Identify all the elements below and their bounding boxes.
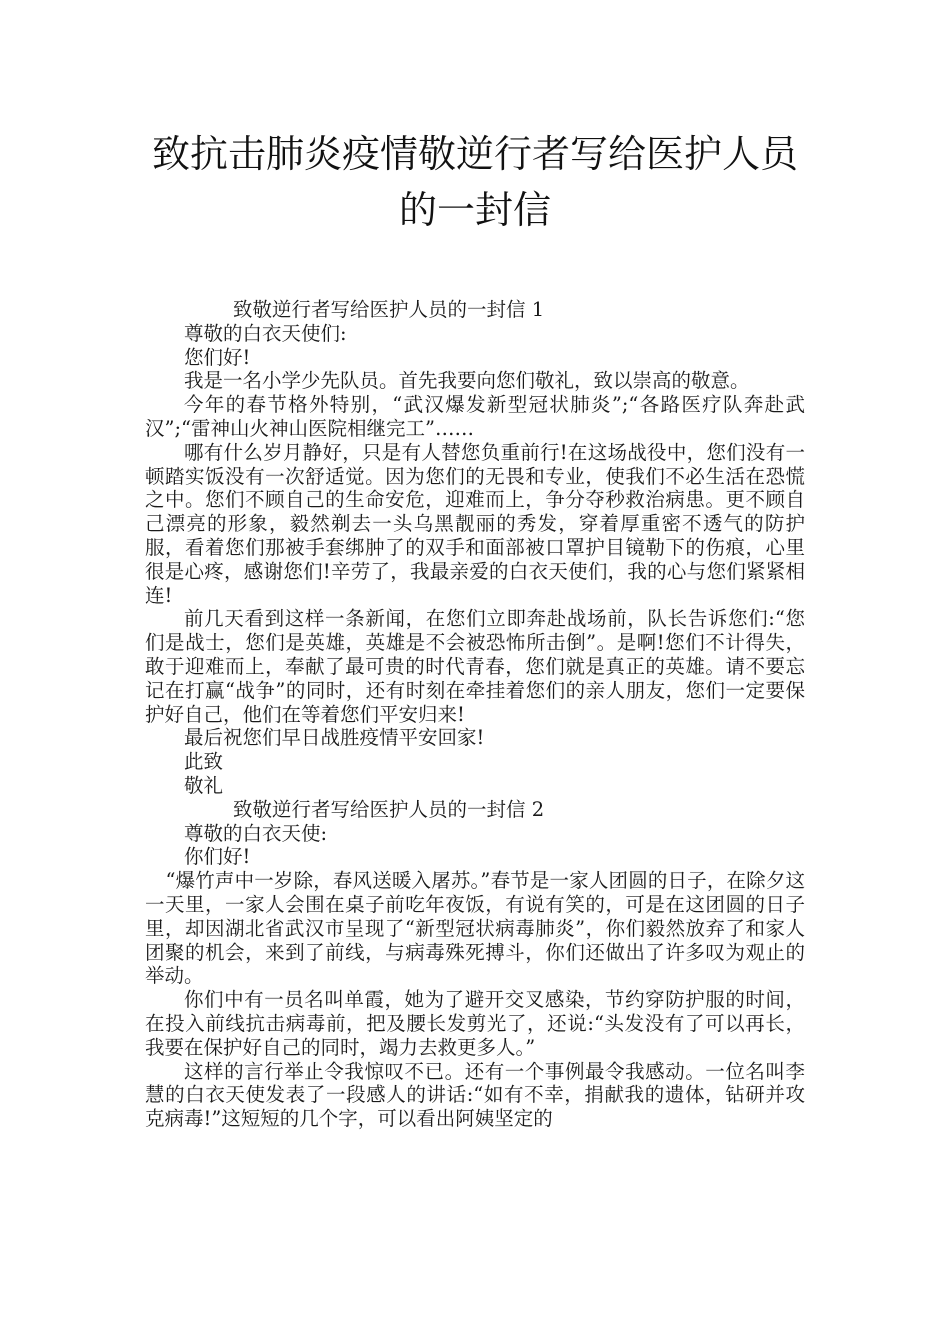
paragraph: “爆竹声中一岁除，春风送暖入屠苏。”春节是一家人团圆的日子，在除夕这一天里，一家人会围在桌子前吃年夜饭，有说有笑的，可是在这团圆的日子里，却因湖北省武汉市呈现了“新型冠状病毒肺炎”，你们毅然放弃了和家人团聚的机会，来到了前线，与病毒殊死搏斗，你们还做出了许多叹为观止的举动。 [145, 869, 805, 988]
paragraph: 最后祝您们早日战胜疫情平安回家! [184, 726, 485, 750]
title-line-1: 致抗击肺炎疫情敬逆行者写给医护人员 [151, 132, 798, 176]
paragraph: 这样的言行举止令我惊叹不已。还有一个事例最令我感动。一位名叫李慧的白衣天使发表了一段感人的讲话:“如有不幸，捐献我的遗体，钻研并攻克病毒!”这短短的几个字，可以看出阿姨坚定的 [145, 1059, 805, 1131]
paragraph: 你们中有一员名叫单霞，她为了避开交叉感染，节约穿防护服的时间，在投入前线抗击病毒前，把及腰长发剪光了，还说:“头发没有了可以再长，我要在保护好自己的同时，竭力去救更多人。” [145, 988, 805, 1059]
paragraph: 敬礼 [184, 773, 224, 797]
document-title [100, 126, 850, 238]
letter-heading: 致敬逆行者写给医护人员的一封信 1 [233, 298, 545, 321]
paragraph: 您们好! [184, 345, 251, 369]
paragraph: 今年的春节格外特别，“武汉爆发新型冠状肺炎”;“各路医疗队奔赴武汉”;“雷神山火神山医院相继完工”…… [145, 393, 805, 440]
paragraph: 尊敬的白衣天使们: [184, 321, 347, 345]
title-line-2: 的一封信 [398, 188, 551, 232]
document-body [145, 298, 805, 1131]
paragraph: 哪有什么岁月静好，只是有人替您负重前行!在这场战役中，您们没有一顿踏实饭没有一次舒适觉。因为您们的无畏和专业，使我们不必生活在恐慌之中。您们不顾自己的生命安危，迎难而上，争分夺秒救治病患。更不顾自己漂亮的形象，毅然剃去一头乌黑靓丽的秀发，穿着厚重密不透气的防护服，看着您们那被手套绑肿了的双手和面部被口罩护目镜勒下的伤痕，心里很是心疼，感谢您们!辛劳了，我最亲爱的白衣天使们，我的心与您们紧紧相连! [145, 440, 805, 607]
paragraph: 尊敬的白衣天使: [184, 821, 328, 845]
paragraph: 前几天看到这样一条新闻，在您们立即奔赴战场前，队长告诉您们:“您们是战士，您们是英雄，英雄是不会被恐怖所击倒”。是啊!您们不计得失，敢于迎难而上，奉献了最可贵的时代青春，您们就是真正的英雄。请不要忘记在打赢“战争”的同时，还有时刻在牵挂着您们的亲人朋友，您们一定要保护好自己，他们在等着您们平安归来! [145, 607, 805, 726]
letter-heading: 致敬逆行者写给医护人员的一封信 2 [233, 797, 545, 821]
paragraph: 我是一名小学少先队员。首先我要向您们敬礼，致以崇高的敬意。 [184, 369, 750, 393]
paragraph: 你们好! [184, 845, 251, 869]
paragraph: 此致 [184, 750, 224, 774]
